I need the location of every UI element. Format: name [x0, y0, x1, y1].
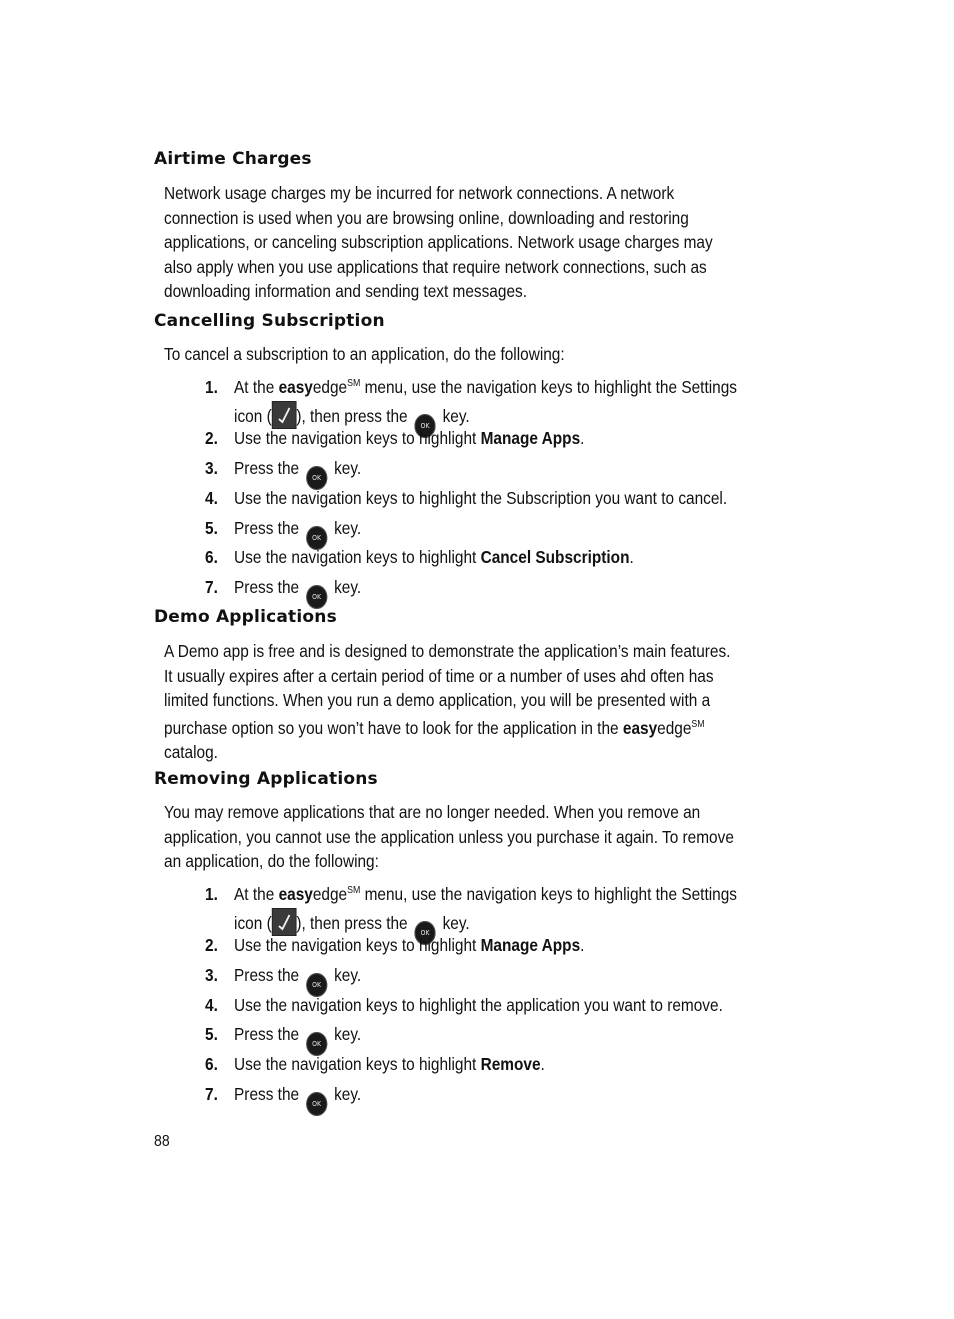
remove-step-7: 7. Press the OK key. — [205, 1082, 768, 1116]
remove-step-4: 4. Use the navigation keys to highlight the application you want to remove. — [205, 995, 723, 1015]
airtime-paragraph: Network usage charges my be incurred for network connections. A network connection is used when you are browsing online, downloading and restoring applications, or canceling subscription applications. Network usage charges may also apply when you use applications that require network connections, such as downloading information and sending text messages. — [164, 183, 713, 301]
cancel-step-2: 2. Use the navigation keys to highlight Manage Apps. — [205, 428, 585, 448]
ok-key-icon: OK — [306, 1092, 327, 1116]
settings-icon — [272, 401, 297, 429]
remove-step-3: 3. Press the OK key. — [205, 963, 768, 997]
ok-key-icon: OK — [306, 585, 327, 609]
remove-step-5: 5. Press the OK key. — [205, 1022, 768, 1056]
settings-icon — [272, 908, 297, 936]
heading-demo-applications: Demo Applications — [154, 607, 337, 627]
ok-key-icon: OK — [306, 1032, 327, 1056]
removing-paragraph: You may remove applications that are no longer needed. When you remove an application, you cannot use the application unless you purchase it again. To remove an application, do the following: — [164, 802, 734, 871]
heading-airtime-charges: Airtime Charges — [154, 149, 312, 169]
ok-key-icon: OK — [415, 414, 436, 438]
cancelling-intro: To cancel a subscription to an application, do the following: — [164, 344, 565, 364]
demo-paragraph: A Demo app is free and is designed to demonstrate the application’s main features. It usually expires after a certain period of time or a number of uses ahd often has limited functions. When you run a demo application, you will be presented with a purchase option so you won’t have to look for the application in the easyedge℠ catalog. — [164, 641, 731, 762]
cancel-step-1: 1. At the easyedge℠ menu, use the navigation keys to highlight the Settings icon ( ), then press the OK key. — [205, 372, 768, 438]
ok-key-icon: OK — [306, 973, 327, 997]
heading-removing-applications: Removing Applications — [154, 769, 378, 789]
ok-key-icon: OK — [306, 526, 327, 550]
cancel-step-7: 7. Press the OK key. — [205, 575, 768, 609]
ok-key-icon: OK — [306, 466, 327, 490]
heading-cancelling-subscription: Cancelling Subscription — [154, 311, 385, 331]
remove-step-2: 2. Use the navigation keys to highlight Manage Apps. — [205, 935, 585, 955]
page-number: 88 — [154, 1133, 170, 1150]
remove-step-1: 1. At the easyedge℠ menu, use the navigation keys to highlight the Settings icon ( ), then press the OK key. — [205, 879, 768, 945]
cancel-step-4: 4. Use the navigation keys to highlight the Subscription you want to cancel. — [205, 488, 728, 508]
ok-key-icon: OK — [415, 921, 436, 945]
cancel-step-6: 6. Use the navigation keys to highlight Cancel Subscription. — [205, 547, 634, 567]
cancel-step-5: 5. Press the OK key. — [205, 516, 768, 550]
remove-step-6: 6. Use the navigation keys to highlight Remove. — [205, 1054, 545, 1074]
cancel-step-3: 3. Press the OK key. — [205, 456, 768, 490]
